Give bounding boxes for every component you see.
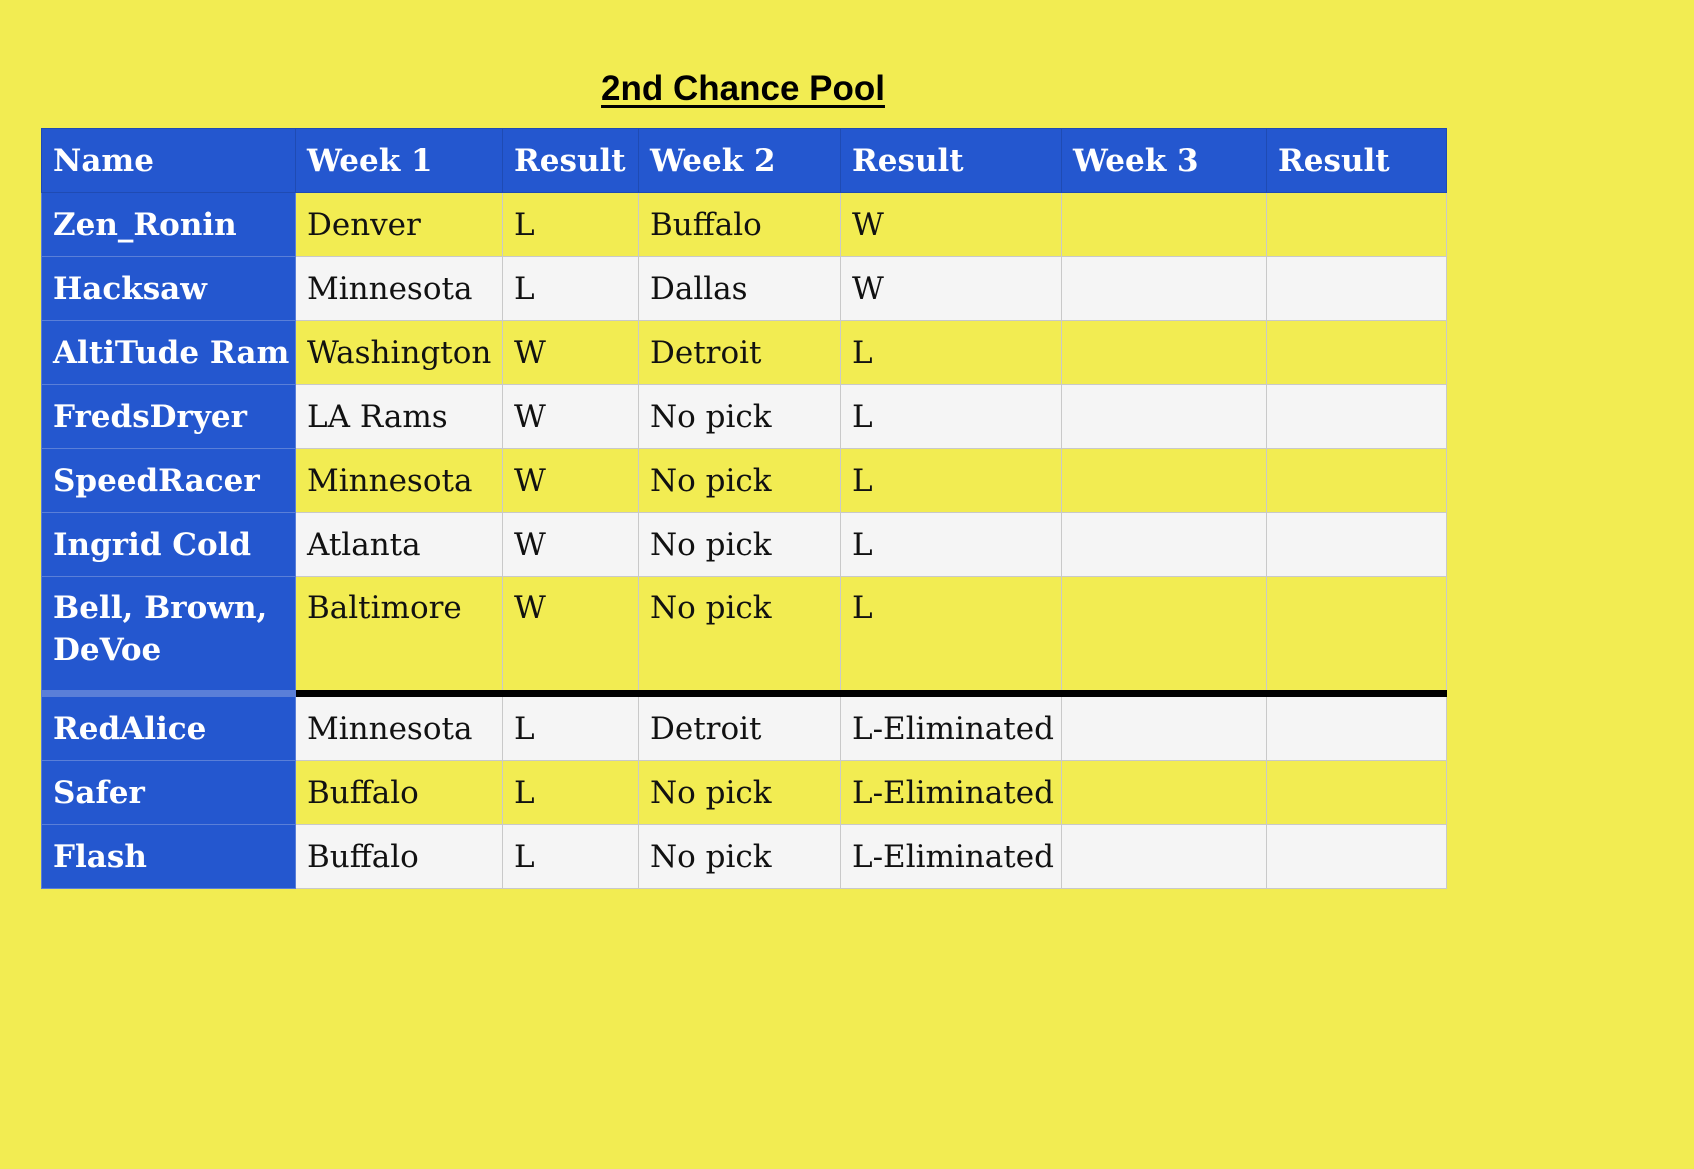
week-2-pick-cell: No pick — [639, 825, 841, 889]
week-1-result-cell: W — [503, 321, 639, 385]
player-name-cell: Bell, Brown, DeVoe — [42, 577, 296, 694]
week-3-result-cell — [1267, 577, 1447, 694]
table-row — [42, 257, 1447, 321]
page-title: 2nd Chance Pool — [601, 69, 885, 108]
week-1-result-cell: L — [503, 193, 639, 257]
week-2-result-cell: L — [841, 513, 1062, 577]
player-name-cell: SpeedRacer — [42, 449, 296, 513]
week-3-pick-cell — [1062, 321, 1267, 385]
week-3-pick-cell — [1062, 761, 1267, 825]
week-2-result-cell: L-Eliminated — [841, 761, 1062, 825]
week-2-pick-cell: No pick — [639, 449, 841, 513]
week-3-pick-cell — [1062, 825, 1267, 889]
week-1-result-cell: L — [503, 694, 639, 761]
week-3-pick-cell — [1062, 257, 1267, 321]
week-2-result-cell: W — [841, 257, 1062, 321]
week-2-pick-cell: No pick — [639, 385, 841, 449]
column-header-result-2: Result — [841, 129, 1062, 193]
player-name-cell: AltiTude Ram — [42, 321, 296, 385]
column-header-week-1: Week 1 — [296, 129, 503, 193]
week-1-pick-cell: Baltimore — [296, 577, 503, 694]
week-3-pick-cell — [1062, 385, 1267, 449]
table-row — [42, 193, 1447, 257]
week-2-result-cell: W — [841, 193, 1062, 257]
week-3-pick-cell — [1062, 694, 1267, 761]
table-row — [42, 577, 1447, 694]
table-row — [42, 761, 1447, 825]
week-3-pick-cell — [1062, 193, 1267, 257]
table-row — [42, 694, 1447, 761]
week-1-result-cell: L — [503, 257, 639, 321]
column-header-result-3: Result — [1267, 129, 1447, 193]
week-2-result-cell: L-Eliminated — [841, 694, 1062, 761]
week-2-pick-cell: Dallas — [639, 257, 841, 321]
week-2-pick-cell: Detroit — [639, 321, 841, 385]
week-1-pick-cell: Minnesota — [296, 449, 503, 513]
week-1-result-cell: L — [503, 761, 639, 825]
week-1-result-cell: W — [503, 385, 639, 449]
player-name-cell: Flash — [42, 825, 296, 889]
player-name-cell: Zen_Ronin — [42, 193, 296, 257]
week-3-result-cell — [1267, 449, 1447, 513]
week-1-pick-cell: Atlanta — [296, 513, 503, 577]
week-1-result-cell: L — [503, 825, 639, 889]
column-header-result-1: Result — [503, 129, 639, 193]
week-1-pick-cell: Denver — [296, 193, 503, 257]
week-2-result-cell: L — [841, 577, 1062, 694]
week-1-result-cell: W — [503, 513, 639, 577]
week-3-result-cell — [1267, 321, 1447, 385]
player-name-cell: RedAlice — [42, 694, 296, 761]
player-name-cell: Hacksaw — [42, 257, 296, 321]
week-3-result-cell — [1267, 385, 1447, 449]
week-3-result-cell — [1267, 513, 1447, 577]
week-3-pick-cell — [1062, 513, 1267, 577]
week-1-pick-cell: Minnesota — [296, 694, 503, 761]
week-3-result-cell — [1267, 193, 1447, 257]
week-2-pick-cell: Buffalo — [639, 193, 841, 257]
week-2-pick-cell: Detroit — [639, 694, 841, 761]
week-2-result-cell: L — [841, 321, 1062, 385]
player-name-cell: Ingrid Cold — [42, 513, 296, 577]
week-2-result-cell: L — [841, 449, 1062, 513]
column-header-name: Name — [42, 129, 296, 193]
column-header-week-3: Week 3 — [1062, 129, 1267, 193]
week-1-result-cell: W — [503, 449, 639, 513]
week-3-result-cell — [1267, 825, 1447, 889]
week-3-result-cell — [1267, 761, 1447, 825]
week-2-pick-cell: No pick — [639, 761, 841, 825]
column-header-week-2: Week 2 — [639, 129, 841, 193]
week-1-pick-cell: Minnesota — [296, 257, 503, 321]
table-row — [42, 321, 1447, 385]
pool-table — [41, 128, 1447, 889]
week-1-pick-cell: Buffalo — [296, 825, 503, 889]
week-3-result-cell — [1267, 694, 1447, 761]
week-3-pick-cell — [1062, 449, 1267, 513]
table-row — [42, 825, 1447, 889]
week-2-result-cell: L-Eliminated — [841, 825, 1062, 889]
header-row — [42, 129, 1447, 193]
player-name-cell: Safer — [42, 761, 296, 825]
table-row — [42, 449, 1447, 513]
week-1-pick-cell: Washington — [296, 321, 503, 385]
week-2-pick-cell: No pick — [639, 513, 841, 577]
week-1-pick-cell: LA Rams — [296, 385, 503, 449]
table-row — [42, 385, 1447, 449]
week-2-result-cell: L — [841, 385, 1062, 449]
week-1-pick-cell: Buffalo — [296, 761, 503, 825]
week-2-pick-cell: No pick — [639, 577, 841, 694]
week-1-result-cell: W — [503, 577, 639, 694]
week-3-pick-cell — [1062, 577, 1267, 694]
table-row — [42, 513, 1447, 577]
week-3-result-cell — [1267, 257, 1447, 321]
player-name-cell: FredsDryer — [42, 385, 296, 449]
